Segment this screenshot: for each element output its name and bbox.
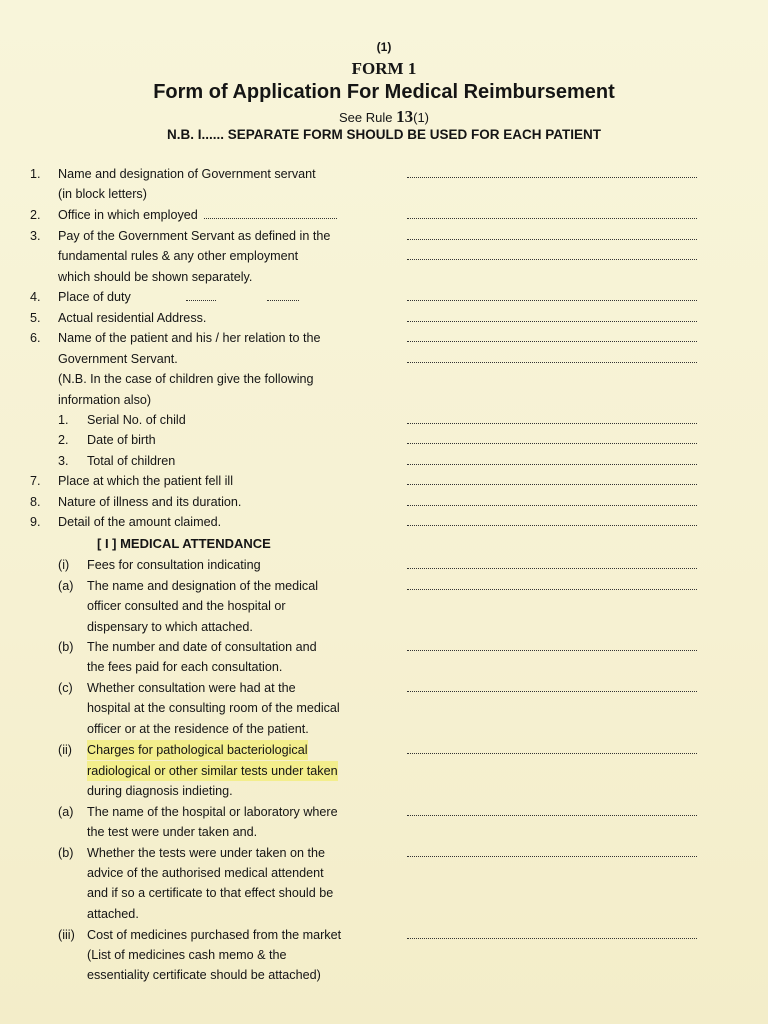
form-line <box>0 678 768 698</box>
form-line <box>0 492 768 512</box>
form-line <box>0 390 768 410</box>
form-line <box>0 267 768 287</box>
answer-field[interactable] <box>407 443 697 444</box>
item-text: Whether consultation were had at the <box>87 681 296 695</box>
item-number: 5. <box>30 311 41 325</box>
item-text: during diagnosis indieting. <box>87 784 233 798</box>
form-line <box>0 863 768 883</box>
item-number: 3. <box>58 454 69 468</box>
item-text: the fees paid for each consultation. <box>87 660 283 674</box>
answer-field[interactable] <box>407 321 697 322</box>
item-text: Actual residential Address. <box>58 311 207 325</box>
item-text: information also) <box>58 393 152 407</box>
form-line <box>0 226 768 246</box>
item-text: advice of the authorised medical attendent <box>87 866 324 880</box>
item-text: Date of birth <box>87 433 156 447</box>
form-number: FORM 1 <box>351 59 417 78</box>
item-text: radiological or other similar tests under taken <box>87 761 338 781</box>
form-line <box>0 904 768 924</box>
rule-suffix: (1) <box>413 110 429 125</box>
form-line <box>0 883 768 903</box>
answer-field[interactable] <box>407 589 697 590</box>
answer-field[interactable] <box>407 239 697 240</box>
item-text <box>58 205 337 225</box>
form-line <box>0 349 768 369</box>
answer-field[interactable] <box>407 753 697 754</box>
item-text: fundamental rules & any other employment <box>58 249 299 263</box>
item-number: 2. <box>30 208 41 222</box>
item-number: 3. <box>30 229 41 243</box>
form-line <box>0 945 768 965</box>
form-line <box>0 965 768 985</box>
answer-field[interactable] <box>407 464 697 465</box>
item-number: 1. <box>58 413 69 427</box>
item-number: (b) <box>58 640 74 654</box>
rule-number: 13 <box>396 107 414 126</box>
form-line <box>0 430 768 450</box>
item-text: officer or at the residence of the patient. <box>87 722 309 736</box>
item-text: Place at which the patient fell ill <box>58 474 234 488</box>
answer-field[interactable] <box>407 691 697 692</box>
answer-field[interactable] <box>407 525 697 526</box>
item-text: Whether the tests were under taken on the <box>87 846 326 860</box>
item-number: (i) <box>58 558 70 572</box>
rule-prefix: See Rule <box>339 110 393 125</box>
page-number: (1) <box>376 40 392 54</box>
item-text: Pay of the Government Servant as defined in the <box>58 229 331 243</box>
item-number: (a) <box>58 805 74 819</box>
item-number: 4. <box>30 290 41 304</box>
rule-reference <box>0 107 768 127</box>
item-text: Detail of the amount claimed. <box>58 515 222 529</box>
office-inline-field[interactable] <box>204 218 337 219</box>
answer-field[interactable] <box>407 423 697 424</box>
form-line <box>0 617 768 637</box>
item-text: Fees for consultation indicating <box>87 558 261 572</box>
item-number: (a) <box>58 579 74 593</box>
answer-field[interactable] <box>407 300 697 301</box>
separate-form-note: N.B. I...... SEPARATE FORM SHOULD BE USED FOR EACH PATIENT <box>166 127 602 142</box>
form-line <box>0 596 768 616</box>
form-line <box>0 410 768 430</box>
form-line <box>0 205 768 225</box>
section-heading-text: [ I ] MEDICAL ATTENDANCE <box>97 536 271 551</box>
item-text: Name of the patient and his / her relation to the <box>58 331 321 345</box>
answer-field[interactable] <box>407 362 697 363</box>
form-line <box>0 802 768 822</box>
item-text: Charges for pathological bacteriological <box>87 740 308 760</box>
answer-field[interactable] <box>407 938 697 939</box>
form-line <box>0 637 768 657</box>
item-number: 9. <box>30 515 41 529</box>
form-line <box>0 164 768 184</box>
item-text: attached. <box>87 907 139 921</box>
form-line <box>0 576 768 596</box>
form-line <box>0 512 768 532</box>
form-line <box>0 555 768 575</box>
answer-field[interactable] <box>407 484 697 485</box>
item-text: and if so a certificate to that effect should be <box>87 886 334 900</box>
item-number: 8. <box>30 495 41 509</box>
answer-field[interactable] <box>407 650 697 651</box>
form-line <box>0 822 768 842</box>
item-text: essentiality certificate should be attached) <box>87 968 321 982</box>
item-number: 7. <box>30 474 41 488</box>
item-number: (c) <box>58 681 73 695</box>
form-line <box>0 719 768 739</box>
form-line <box>0 698 768 718</box>
answer-field[interactable] <box>407 568 697 569</box>
form-line <box>0 740 768 760</box>
item-number: (iii) <box>58 928 75 942</box>
item-number: 1. <box>30 167 41 181</box>
item-number: 6. <box>30 331 41 345</box>
item-text: The name and designation of the medical <box>87 579 319 593</box>
form-line <box>0 369 768 389</box>
item-text: The number and date of consultation and <box>87 640 317 654</box>
item-text: which should be shown separately. <box>58 270 253 284</box>
item-text: dispensary to which attached. <box>87 620 253 634</box>
item-text: Place of duty <box>58 290 131 304</box>
item-text: Total of children <box>87 454 176 468</box>
item-text: (N.B. In the case of children give the following <box>58 372 314 386</box>
item-text-label: Office in which employed <box>58 208 198 222</box>
answer-field[interactable] <box>407 505 697 506</box>
form-title: Form of Application For Medical Reimbursement <box>153 81 615 103</box>
item-number: (ii) <box>58 743 72 757</box>
answer-field[interactable] <box>407 815 697 816</box>
form-line <box>0 471 768 491</box>
form-line <box>0 761 768 781</box>
item-text: Name and designation of Government servant <box>58 167 316 181</box>
form-line <box>0 246 768 266</box>
section-heading <box>0 534 768 554</box>
form-line <box>0 287 768 307</box>
item-text: hospital at the consulting room of the medical <box>87 701 340 715</box>
duty-inline-field-2[interactable] <box>267 300 299 301</box>
answer-field[interactable] <box>407 341 697 342</box>
form-line <box>0 925 768 945</box>
item-text: Nature of illness and its duration. <box>58 495 242 509</box>
item-text: Government Servant. <box>58 352 178 366</box>
form-line <box>0 843 768 863</box>
answer-field[interactable] <box>407 259 697 260</box>
item-number: (b) <box>58 846 74 860</box>
item-text: Cost of medicines purchased from the market <box>87 928 342 942</box>
item-text: officer consulted and the hospital or <box>87 599 286 613</box>
form-line <box>0 657 768 677</box>
item-text: the test were under taken and. <box>87 825 258 839</box>
item-number: 2. <box>58 433 69 447</box>
form-line <box>0 328 768 348</box>
item-text: (List of medicines cash memo & the <box>87 948 287 962</box>
answer-field[interactable] <box>407 177 697 178</box>
answer-field[interactable] <box>407 218 697 219</box>
form-line <box>0 451 768 471</box>
answer-field[interactable] <box>407 856 697 857</box>
form-line <box>0 184 768 204</box>
item-text: Serial No. of child <box>87 413 186 427</box>
item-text: The name of the hospital or laboratory where <box>87 805 338 819</box>
duty-inline-field-1[interactable] <box>186 300 216 301</box>
item-text: (in block letters) <box>58 187 147 201</box>
form-line <box>0 781 768 801</box>
form-line <box>0 308 768 328</box>
